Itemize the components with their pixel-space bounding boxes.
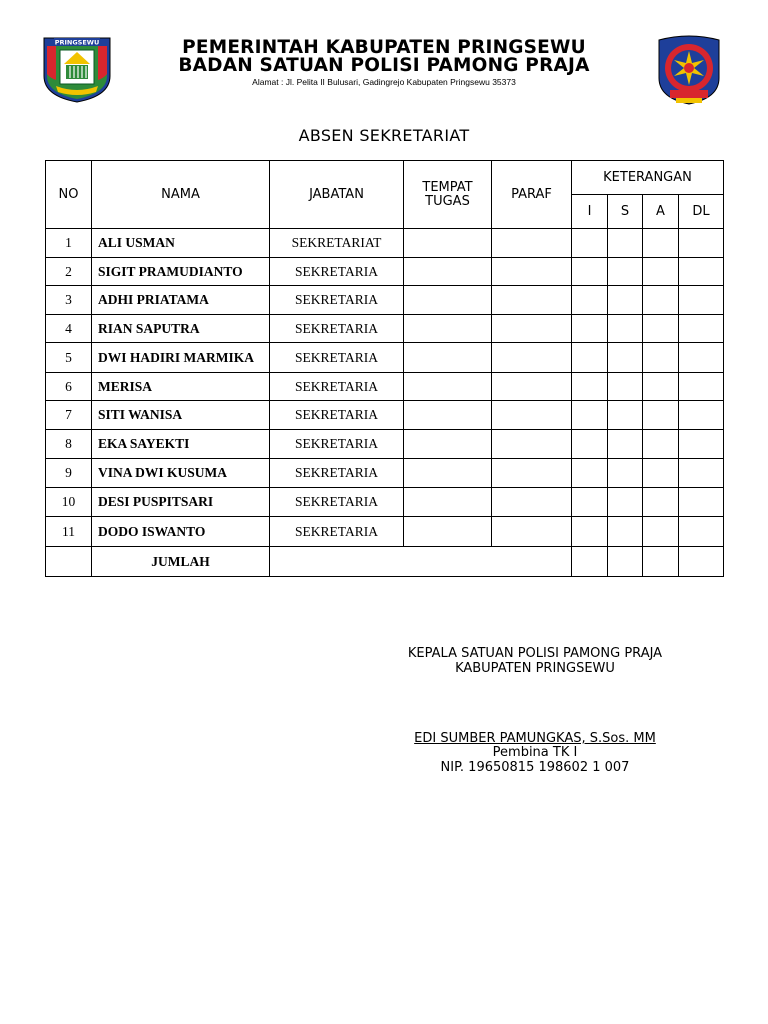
row-ket-a [643,286,679,315]
row-ket-a [643,258,679,286]
row-paraf [492,373,572,401]
row-paraf [492,517,572,547]
row-nama: ALI USMAN [92,229,270,258]
row-ket-a [643,459,679,488]
col-header-nama: NAMA [92,161,270,229]
row-paraf [492,286,572,315]
row-no: 9 [46,459,92,488]
row-ket-dl [679,430,724,459]
col-header-s: S [608,195,643,229]
row-ket-s [608,488,643,517]
row-ket-dl [679,459,724,488]
table-row [46,373,724,401]
row-jabatan: SEKRETARIAT [270,229,404,258]
row-jabatan: SEKRETARIA [270,401,404,430]
row-nama: DESI PUSPITSARI [92,488,270,517]
row-no: 7 [46,401,92,430]
row-tempat-tugas [404,229,492,258]
row-nama: DWI HADIRI MARMIKA [92,343,270,373]
row-tempat-tugas [404,459,492,488]
row-jabatan: SEKRETARIA [270,488,404,517]
row-jabatan: SEKRETARIA [270,459,404,488]
row-ket-dl [679,315,724,343]
row-tempat-tugas [404,430,492,459]
row-no: 10 [46,488,92,517]
row-jabatan: SEKRETARIA [270,517,404,547]
row-nama: DODO ISWANTO [92,517,270,547]
signature-rank: Pembina TK I [492,745,578,760]
page-title: ABSEN SEKRETARIAT [298,126,470,145]
row-ket-dl [679,229,724,258]
jumlah-no-cell [46,547,92,577]
row-ket-s [608,315,643,343]
row-jabatan: SEKRETARIA [270,286,404,315]
row-ket-i [572,286,608,315]
col-header-tempat-line2: TUGAS [425,193,470,209]
row-ket-i [572,488,608,517]
row-nama: MERISA [92,373,270,401]
row-nama: EKA SAYEKTI [92,430,270,459]
row-paraf [492,430,572,459]
row-ket-s [608,430,643,459]
jumlah-value-cell [270,547,572,577]
row-tempat-tugas [404,373,492,401]
row-paraf [492,343,572,373]
row-jabatan: SEKRETARIA [270,258,404,286]
row-ket-dl [679,517,724,547]
row-ket-a [643,401,679,430]
attendance-table [45,160,724,577]
row-ket-dl [679,401,724,430]
row-paraf [492,229,572,258]
row-no: 8 [46,430,92,459]
row-ket-i [572,343,608,373]
satpol-pp-emblem-icon [656,34,722,106]
row-ket-i [572,459,608,488]
row-ket-s [608,517,643,547]
signature-position-line2: KABUPATEN PRINGSEWU [455,661,615,676]
row-ket-a [643,488,679,517]
row-tempat-tugas [404,488,492,517]
col-header-no: NO [46,161,92,229]
signature-name: EDI SUMBER PAMUNGKAS, S.Sos. MM [414,731,656,746]
row-tempat-tugas [404,343,492,373]
row-ket-dl [679,488,724,517]
row-ket-i [572,517,608,547]
row-jabatan: SEKRETARIA [270,343,404,373]
row-ket-s [608,401,643,430]
table-row [46,401,724,430]
row-ket-s [608,373,643,401]
table-header-row [46,161,724,195]
header-line-2: BADAN SATUAN POLISI PAMONG PRAJA [178,55,590,76]
row-jabatan: SEKRETARIA [270,430,404,459]
row-ket-s [608,459,643,488]
row-ket-a [643,229,679,258]
col-header-a: A [643,195,679,229]
table-row [46,343,724,373]
signature-nip: NIP. 19650815 198602 1 007 [440,760,630,775]
header-address: Alamat : Jl. Pelita II Bulusari, Gadingrejo Kabupaten Pringsewu 35373 [252,77,516,87]
row-ket-dl [679,258,724,286]
row-ket-i [572,229,608,258]
row-ket-a [643,373,679,401]
row-paraf [492,401,572,430]
row-paraf [492,258,572,286]
table-row [46,258,724,286]
row-ket-dl [679,286,724,315]
row-ket-a [643,430,679,459]
row-paraf [492,459,572,488]
row-tempat-tugas [404,517,492,547]
table-row [46,430,724,459]
col-header-keterangan: KETERANGAN [572,161,724,195]
header-line-1: PEMERINTAH KABUPATEN PRINGSEWU [182,37,586,58]
row-ket-a [643,343,679,373]
row-ket-s [608,258,643,286]
row-no: 4 [46,315,92,343]
row-nama: VINA DWI KUSUMA [92,459,270,488]
row-nama: SITI WANISA [92,401,270,430]
table-body [46,229,724,547]
row-ket-i [572,430,608,459]
col-header-paraf: PARAF [492,161,572,229]
row-ket-s [608,343,643,373]
col-header-tempat-tugas [404,161,492,229]
row-no: 11 [46,517,92,547]
row-no: 6 [46,373,92,401]
row-ket-a [643,517,679,547]
jumlah-s-cell [608,547,643,577]
row-ket-dl [679,373,724,401]
row-paraf [492,315,572,343]
table-row [46,459,724,488]
signature-position-line1: KEPALA SATUAN POLISI PAMONG PRAJA [407,646,663,661]
jumlah-row [46,547,724,577]
jumlah-a-cell [643,547,679,577]
row-no: 2 [46,258,92,286]
table-row [46,315,724,343]
table-row [46,517,724,547]
row-nama: ADHI PRIATAMA [92,286,270,315]
col-header-dl: DL [679,195,724,229]
row-no: 5 [46,343,92,373]
table-row [46,488,724,517]
col-header-tempat-line1: TEMPAT [422,179,473,195]
row-ket-i [572,401,608,430]
row-paraf [492,488,572,517]
row-tempat-tugas [404,401,492,430]
row-no: 3 [46,286,92,315]
jumlah-dl-cell [679,547,724,577]
col-header-jabatan: JABATAN [270,161,404,229]
row-nama: SIGIT PRAMUDIANTO [92,258,270,286]
table-row [46,229,724,258]
row-ket-s [608,286,643,315]
row-ket-i [572,373,608,401]
row-ket-i [572,258,608,286]
row-no: 1 [46,229,92,258]
row-nama: RIAN SAPUTRA [92,315,270,343]
logo-left-label: PRINGSEWU [54,38,100,47]
pringsewu-emblem-icon [42,36,112,104]
row-ket-a [643,315,679,343]
jumlah-i-cell [572,547,608,577]
row-tempat-tugas [404,315,492,343]
jumlah-label: JUMLAH [92,547,270,577]
row-ket-dl [679,343,724,373]
row-ket-s [608,229,643,258]
col-header-i: I [572,195,608,229]
row-jabatan: SEKRETARIA [270,315,404,343]
table-row [46,286,724,315]
row-tempat-tugas [404,286,492,315]
row-jabatan: SEKRETARIA [270,373,404,401]
row-tempat-tugas [404,258,492,286]
row-ket-i [572,315,608,343]
